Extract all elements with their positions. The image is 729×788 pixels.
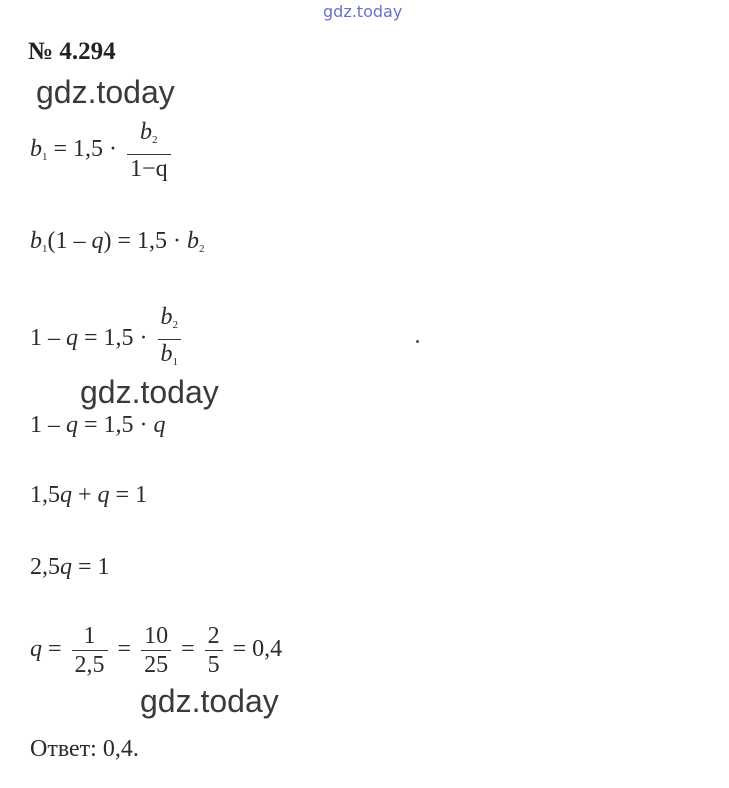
fraction [127, 118, 171, 183]
numerator [158, 303, 182, 340]
equation-5 [30, 482, 147, 509]
var-q: q [30, 636, 42, 663]
equation-1 [30, 118, 175, 183]
var-b: b [30, 228, 42, 254]
numerator: 2 [205, 622, 223, 651]
equation-text: = 1,5 · [78, 412, 154, 438]
equation-text: = 1 [109, 482, 148, 508]
subscript: 1 [172, 356, 179, 368]
equation-text: = 1 [72, 554, 110, 580]
var-q: q [97, 482, 110, 508]
var-q: q [66, 325, 78, 352]
equation-text: ) = 1,5 · [103, 228, 188, 254]
equation-3 [30, 303, 185, 376]
stray-dot [416, 340, 419, 343]
var-b: b [160, 304, 173, 330]
equation-text: = 1,5 · [53, 136, 118, 163]
var-q: q [153, 412, 166, 438]
watermark-top: gdz.today [323, 2, 403, 21]
watermark: gdz.today [80, 374, 219, 410]
var-b: b [30, 136, 42, 163]
equation-text: + [72, 482, 98, 508]
equation-text: = [111, 636, 138, 663]
denominator: 1−q [130, 156, 168, 182]
denominator: 5 [207, 652, 220, 678]
equation-text: (1 – [47, 228, 92, 254]
subscript: 1 [42, 243, 48, 255]
equation-6 [30, 554, 110, 581]
equation-7 [30, 622, 282, 679]
var-b: b [187, 228, 200, 254]
watermark: gdz.today [140, 683, 279, 719]
var-q: q [66, 412, 78, 438]
subscript: 2 [199, 243, 205, 255]
equation-text: 1 – [30, 412, 66, 438]
equation-text: = [42, 636, 68, 663]
var-q: q [60, 482, 72, 508]
subscript: 2 [152, 134, 158, 146]
subscript: 1 [42, 151, 48, 164]
fraction [158, 303, 182, 376]
equation-text: = 1,5 · [78, 325, 148, 352]
numerator [127, 118, 171, 155]
task-number: № 4.294 [28, 38, 116, 65]
fraction [141, 622, 171, 679]
var-q: q [60, 554, 72, 580]
equation-result: = 0,4 [232, 636, 283, 663]
denominator: 2,5 [74, 652, 105, 678]
equation-text: = [175, 636, 201, 663]
equation-text: 2,5 [30, 554, 60, 580]
var-q: q [91, 228, 104, 254]
var-b: b [140, 119, 153, 145]
subscript: 2 [172, 319, 179, 331]
watermark: gdz.today [36, 74, 175, 110]
equation-text: 1 – [30, 325, 66, 352]
fraction [72, 622, 108, 679]
fraction [205, 622, 223, 679]
denominator: 25 [144, 652, 169, 678]
equation-2 [30, 228, 205, 255]
var-b: b [160, 341, 173, 367]
numerator: 1 [72, 622, 108, 651]
numerator: 10 [141, 622, 171, 651]
equation-4 [30, 412, 166, 439]
answer: Ответ: 0,4. [30, 736, 139, 762]
denominator [158, 340, 182, 376]
equation-text: 1,5 [30, 482, 60, 508]
